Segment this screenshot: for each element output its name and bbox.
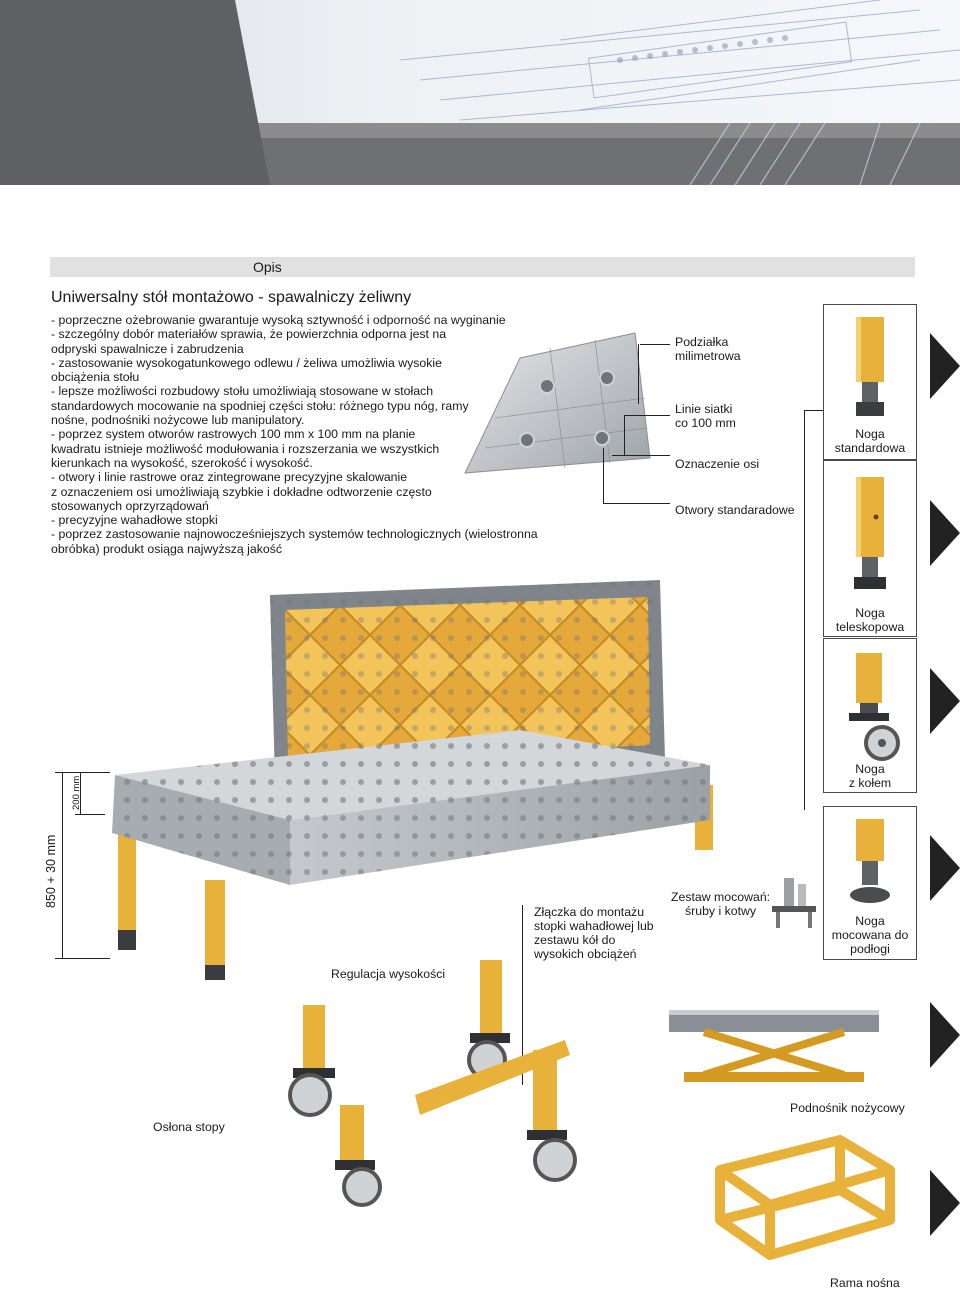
arrow-right-icon bbox=[930, 668, 960, 734]
leg-standard-image bbox=[852, 317, 888, 422]
desc-line: standardowych mocowanie na spodniej części stołu: różnego typu nóg, ramy bbox=[51, 398, 469, 413]
desc-line: kierunkach na wysokość, szerokość i wysokość. bbox=[51, 455, 313, 470]
arrow-right-icon bbox=[930, 333, 960, 399]
leg-wheel-image bbox=[844, 653, 904, 763]
arrow-right-icon bbox=[930, 500, 960, 566]
caption-text: Zestaw mocowań: bbox=[671, 890, 771, 904]
callout-text: Linie siatki bbox=[675, 402, 733, 416]
desc-line: - zastosowanie wysokogatunkowego odlewu / żeliwa umożliwia wysokie bbox=[51, 355, 442, 370]
caption-foot-cover: Osłona stopy bbox=[153, 1120, 225, 1134]
leg-floor-box bbox=[823, 806, 917, 960]
support-frame-image bbox=[700, 1130, 900, 1275]
caption-text: Złączka do montażu bbox=[534, 905, 645, 919]
desc-line: - poprzez system otworów rastrowych 100 mm x 100 mm na planie bbox=[51, 427, 416, 442]
desc-line: obróbka) produkt osiąga najwyższą jakość bbox=[51, 541, 283, 556]
bolts-anchors-image bbox=[770, 878, 820, 933]
dimension-line bbox=[55, 772, 110, 773]
desc-line: - szczególny dobór materiałów sprawia, że powierzchnia odporna jest na bbox=[51, 327, 447, 342]
desc-line: odpryski spawalnicze i zabrudzenia bbox=[51, 341, 244, 356]
connector-line bbox=[804, 410, 805, 810]
wheel-assembly-image bbox=[265, 955, 615, 1210]
leg-label: podłogi bbox=[850, 942, 890, 956]
callout-line bbox=[640, 344, 670, 345]
callout-text: co 100 mm bbox=[675, 416, 736, 430]
caption-mount-kit bbox=[671, 890, 770, 918]
leg-label: Noga bbox=[855, 762, 885, 776]
leg-floor-image bbox=[848, 819, 892, 914]
callout-text: Podziałka bbox=[675, 335, 729, 349]
arrow-right-icon bbox=[930, 1170, 960, 1236]
desc-line: - poprzeczne ożebrowanie gwarantuje wysoką sztywność i odporność na wyginanie bbox=[51, 313, 506, 327]
desc-line: - precyzyjne wahadłowe stopki bbox=[51, 513, 218, 528]
dimension-height: 850 + 30 mm bbox=[44, 834, 58, 908]
callout-line bbox=[612, 455, 670, 456]
leg-label: standardowa bbox=[834, 441, 906, 455]
connector-line bbox=[804, 410, 823, 411]
leg-label: Noga bbox=[855, 914, 885, 928]
desc-line: - poprzez zastosowanie najnowocześniejszych systemów technologicznych (wielostronna bbox=[51, 527, 538, 542]
section-title: Opis bbox=[253, 259, 282, 275]
arrow-right-icon bbox=[930, 1002, 960, 1068]
desc-line: kwadratu istnieje możliwość modułowania i rozszerzania we wszystkich bbox=[51, 441, 440, 456]
desc-line: stosowanych oprzyrządowań bbox=[51, 498, 209, 513]
dimension-line bbox=[62, 772, 63, 958]
callout-line bbox=[603, 448, 604, 504]
desc-line: obciążenia stołu bbox=[51, 370, 140, 385]
leg-telescopic-box bbox=[823, 460, 917, 637]
dimension-line bbox=[55, 958, 110, 959]
callout-scale bbox=[675, 335, 741, 363]
callout-line bbox=[624, 415, 625, 455]
desc-line: - lepsze możliwości rozbudowy stołu umożliwiają stosowane w stołach bbox=[51, 384, 434, 399]
section-bar bbox=[50, 257, 915, 277]
dimension-line bbox=[75, 814, 105, 815]
callout-line bbox=[638, 344, 639, 404]
caption-frame: Rama nośna bbox=[830, 1276, 900, 1290]
main-title: Uniwersalny stół montażowo - spawalniczy żeliwny bbox=[51, 289, 412, 306]
caption-height-adjust: Regulacja wysokości bbox=[331, 967, 446, 981]
caption-text: stopki wahadłowej lub bbox=[534, 919, 654, 933]
callout-line bbox=[625, 415, 670, 416]
callout-axis: Oznaczenie osi bbox=[675, 457, 760, 471]
desc-line: nośne, podnośniki nożycowe lub manipulatory. bbox=[51, 413, 305, 428]
callout-line bbox=[603, 503, 670, 504]
caption-joint bbox=[534, 905, 654, 961]
caption-scissor-lift: Podnośnik nożycowy bbox=[790, 1101, 905, 1115]
caption-text: zestawu kół do bbox=[534, 933, 616, 947]
scissor-lift-image bbox=[664, 1000, 884, 1095]
desc-line: z oznaczeniem osi umożliwiają szybkie i dokładne odtworzenie często bbox=[51, 484, 432, 499]
arrow-right-icon bbox=[930, 835, 960, 901]
leg-label: Noga bbox=[855, 427, 885, 441]
leg-wheel-box bbox=[823, 638, 917, 793]
leg-label: mocowana do bbox=[831, 928, 909, 942]
dimension-top: 200 mm bbox=[71, 775, 82, 810]
leg-label: z kołem bbox=[848, 776, 892, 790]
caption-text: wysokich obciążeń bbox=[534, 947, 637, 961]
callout-text: milimetrowa bbox=[675, 349, 741, 363]
leg-telescopic-image bbox=[848, 477, 892, 597]
callout-grid bbox=[675, 402, 736, 430]
callout-holes: Otwory standaradowe bbox=[675, 503, 795, 517]
leg-label: teleskopowa bbox=[835, 620, 905, 634]
desc-line: - otwory i linie rastrowe oraz zintegrowane precyzyjne skalowanie bbox=[51, 470, 408, 485]
blueprint-lines bbox=[560, 123, 960, 185]
header-banner bbox=[0, 0, 960, 185]
caption-text: śruby i kotwy bbox=[685, 904, 757, 918]
leg-label: Noga bbox=[855, 606, 885, 620]
leg-standard-box bbox=[823, 304, 917, 460]
